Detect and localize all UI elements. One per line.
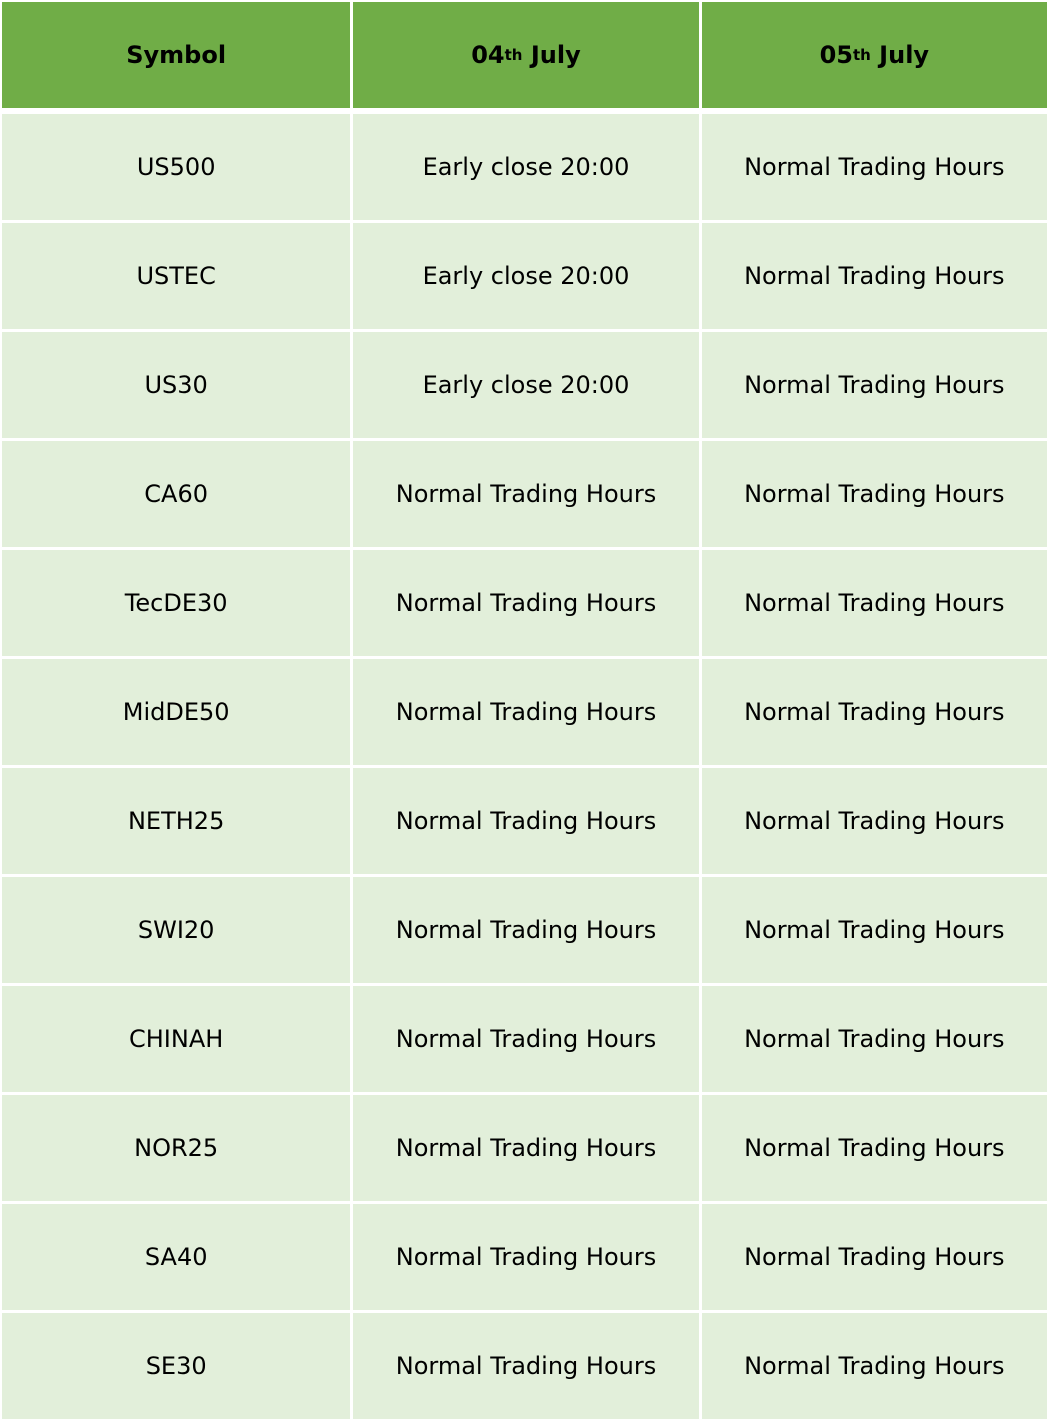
cell-symbol: US30 — [2, 332, 350, 438]
cell-day2: Normal Trading Hours — [699, 877, 1047, 983]
cell-day2: Normal Trading Hours — [699, 1095, 1047, 1201]
cell-day2: Normal Trading Hours — [699, 1313, 1047, 1419]
header-day2: 05 th July — [699, 2, 1047, 108]
cell-day2: Normal Trading Hours — [699, 986, 1047, 1092]
table-row — [2, 659, 1047, 768]
table-row — [2, 441, 1047, 550]
header-day2-day: 05 — [819, 41, 853, 69]
cell-day1: Normal Trading Hours — [350, 550, 698, 656]
cell-day1: Early close 20:00 — [350, 332, 698, 438]
cell-symbol: SA40 — [2, 1204, 350, 1310]
cell-day2: Normal Trading Hours — [699, 550, 1047, 656]
trading-hours-table — [2, 2, 1047, 1419]
cell-day2: Normal Trading Hours — [699, 223, 1047, 329]
cell-day1: Normal Trading Hours — [350, 877, 698, 983]
table-row — [2, 114, 1047, 223]
table-row — [2, 877, 1047, 986]
cell-day1: Normal Trading Hours — [350, 1204, 698, 1310]
table-row — [2, 223, 1047, 332]
table-row — [2, 1204, 1047, 1313]
cell-symbol: US500 — [2, 114, 350, 220]
cell-symbol: MidDE50 — [2, 659, 350, 765]
table-body — [2, 114, 1047, 1419]
table-row — [2, 550, 1047, 659]
header-day1-month: July — [522, 41, 581, 69]
cell-symbol: NETH25 — [2, 768, 350, 874]
cell-day1: Early close 20:00 — [350, 114, 698, 220]
cell-day2: Normal Trading Hours — [699, 1204, 1047, 1310]
cell-symbol: CHINAH — [2, 986, 350, 1092]
table-row — [2, 986, 1047, 1095]
header-day1-day: 04 — [471, 41, 505, 69]
cell-day1: Normal Trading Hours — [350, 986, 698, 1092]
table-row — [2, 332, 1047, 441]
cell-day2: Normal Trading Hours — [699, 659, 1047, 765]
cell-day2: Normal Trading Hours — [699, 114, 1047, 220]
header-day1: 04 th July — [350, 2, 698, 108]
cell-day1: Normal Trading Hours — [350, 1095, 698, 1201]
cell-symbol: SWI20 — [2, 877, 350, 983]
table-row — [2, 1313, 1047, 1419]
cell-day1: Normal Trading Hours — [350, 659, 698, 765]
cell-symbol: CA60 — [2, 441, 350, 547]
header-symbol: Symbol — [2, 2, 350, 108]
table-row — [2, 1095, 1047, 1204]
cell-symbol: TecDE30 — [2, 550, 350, 656]
cell-symbol: USTEC — [2, 223, 350, 329]
cell-day1: Normal Trading Hours — [350, 1313, 698, 1419]
cell-day1: Normal Trading Hours — [350, 768, 698, 874]
table-header-row — [2, 2, 1047, 114]
cell-symbol: SE30 — [2, 1313, 350, 1419]
cell-day1: Normal Trading Hours — [350, 441, 698, 547]
table-row — [2, 768, 1047, 877]
cell-day2: Normal Trading Hours — [699, 441, 1047, 547]
cell-symbol: NOR25 — [2, 1095, 350, 1201]
cell-day1: Early close 20:00 — [350, 223, 698, 329]
cell-day2: Normal Trading Hours — [699, 332, 1047, 438]
header-day2-month: July — [870, 41, 930, 69]
cell-day2: Normal Trading Hours — [699, 768, 1047, 874]
